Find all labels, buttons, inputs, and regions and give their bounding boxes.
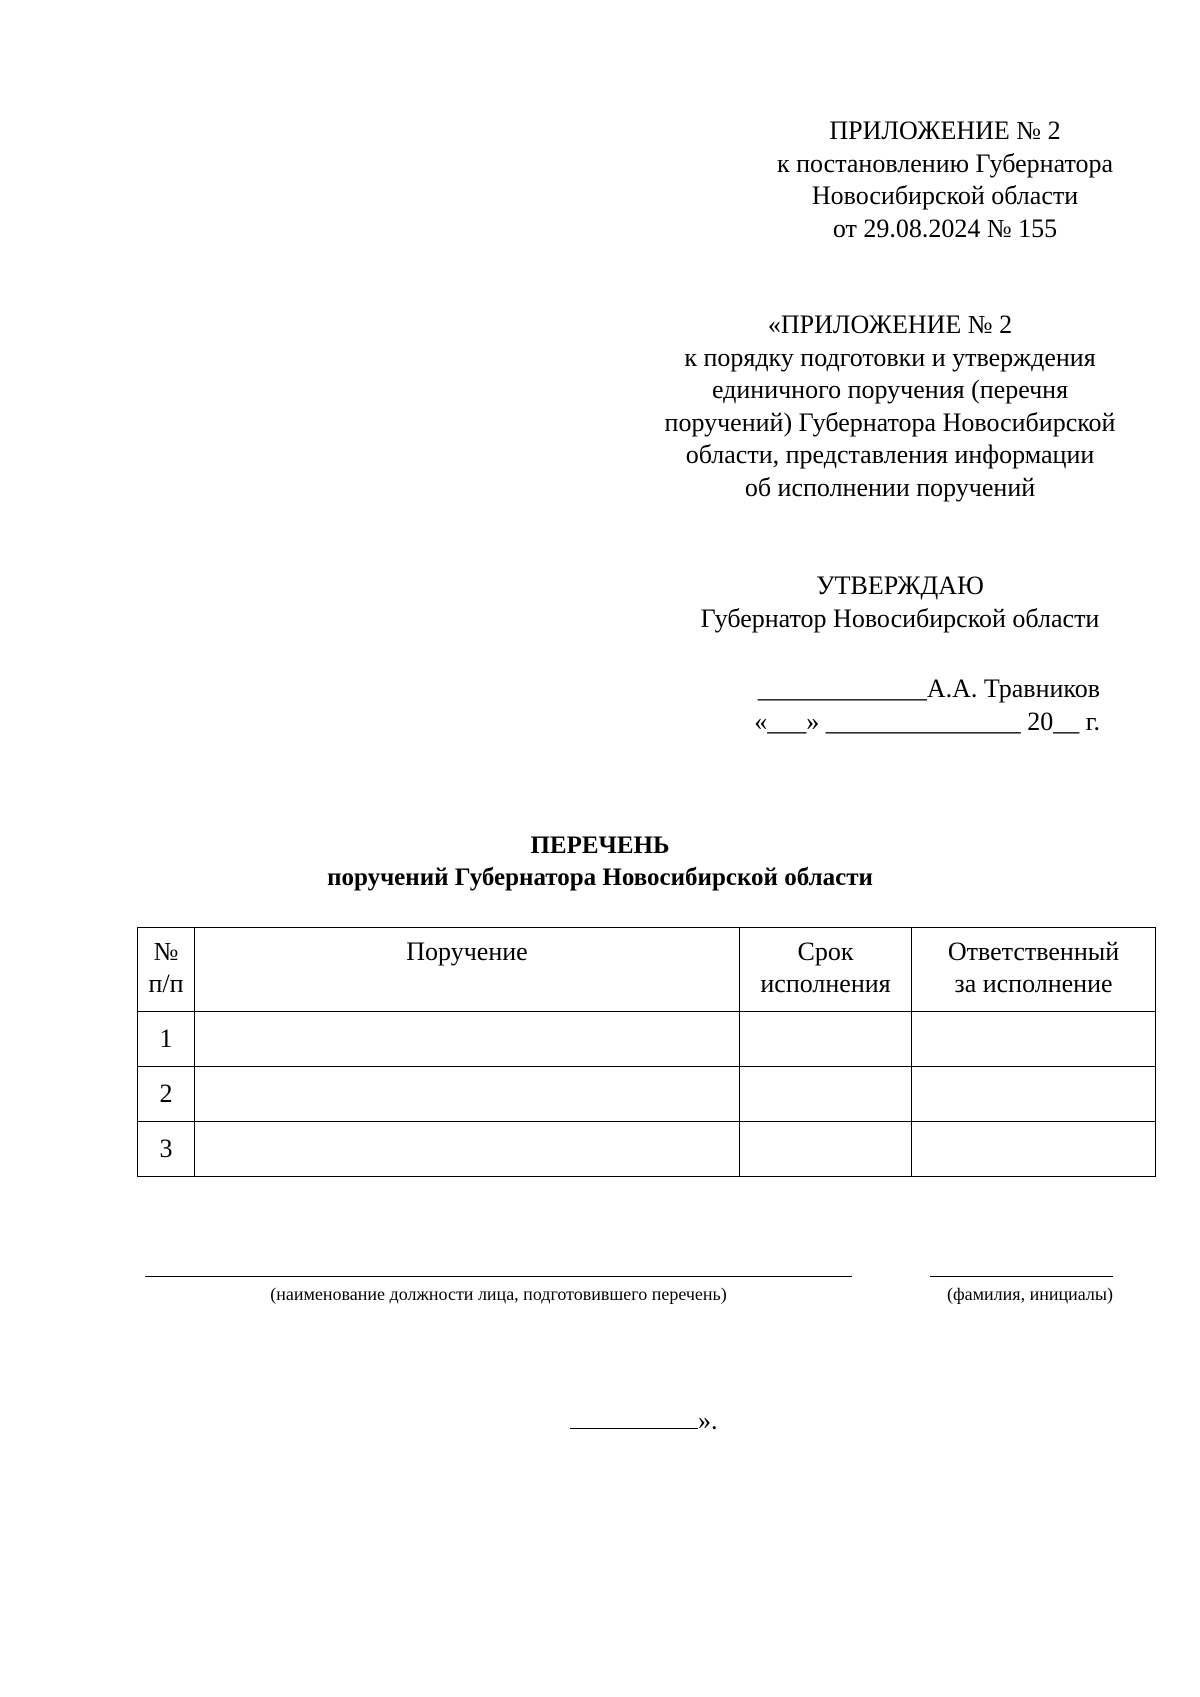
cell-deadline (740, 1122, 912, 1177)
closing-quote: ». (698, 1406, 718, 1435)
closing-mark (570, 1404, 718, 1436)
table-row (138, 1012, 1156, 1067)
header-num: № п/п (138, 928, 195, 1012)
cell-deadline (740, 1012, 912, 1067)
name-caption: (фамилия, инициалы) (947, 1284, 1113, 1304)
document-title (0, 830, 1200, 894)
signature-line: _____________А.А. Травников (757, 674, 1100, 703)
appendix-header-line: Новосибирской области (811, 181, 1079, 210)
appendix-procedure-line: поручений) Губернатора Новосибирской (664, 407, 1116, 437)
appendix-header-line: от 29.08.2024 № 155 (832, 213, 1058, 243)
appendix-procedure-line: к порядку подготовки и утверждения (684, 342, 1096, 372)
cell-responsible (912, 1012, 1156, 1067)
appendix-header-line: ПРИЛОЖЕНИЕ № 2 (829, 116, 1061, 145)
name-signature-line (930, 1276, 1113, 1277)
appendix-procedure-line: единичного поручения (перечня (711, 375, 1069, 404)
document-title-main: ПЕРЕЧЕНЬ (530, 832, 670, 859)
closing-blank-line (570, 1404, 698, 1429)
table-row (138, 1122, 1156, 1177)
cell-responsible (912, 1067, 1156, 1122)
position-caption: (наименование должности лица, подготовившего перечень) (270, 1284, 727, 1304)
cell-task (195, 1067, 740, 1122)
approval-stamp: УТВЕРЖДАЮ (816, 571, 984, 600)
cell-task (195, 1122, 740, 1177)
cell-deadline (740, 1067, 912, 1122)
appendix-procedure-line: об исполнении поручений (744, 472, 1036, 502)
table-row (138, 1067, 1156, 1122)
cell-num: 1 (138, 1012, 195, 1067)
position-signature-line (145, 1276, 852, 1277)
cell-task (195, 1012, 740, 1067)
cell-num: 3 (138, 1122, 195, 1177)
document-title-sub: поручений Губернатора Новосибирской области (327, 864, 873, 891)
cell-responsible (912, 1122, 1156, 1177)
table-header-row (138, 928, 1156, 1012)
header-responsible: Ответственный за исполнение (912, 928, 1156, 1012)
tasks-table (137, 927, 1156, 1177)
approval-position: Губернатор Новосибирской области (700, 603, 1100, 633)
appendix-procedure-line: «ПРИЛОЖЕНИЕ № 2 (767, 310, 1013, 339)
signature-block (690, 673, 1100, 738)
approval-block (650, 570, 1150, 635)
cell-num: 2 (138, 1067, 195, 1122)
appendix-header-line: к постановлению Губернатора (776, 148, 1114, 178)
date-line: «___» _______________ 20__ г. (754, 706, 1100, 736)
header-task: Поручение (195, 928, 740, 1012)
header-deadline: Срок исполнения (740, 928, 912, 1012)
appendix-header (720, 115, 1170, 245)
appendix-procedure (630, 309, 1150, 504)
appendix-procedure-line: области, представления информации (685, 440, 1095, 469)
